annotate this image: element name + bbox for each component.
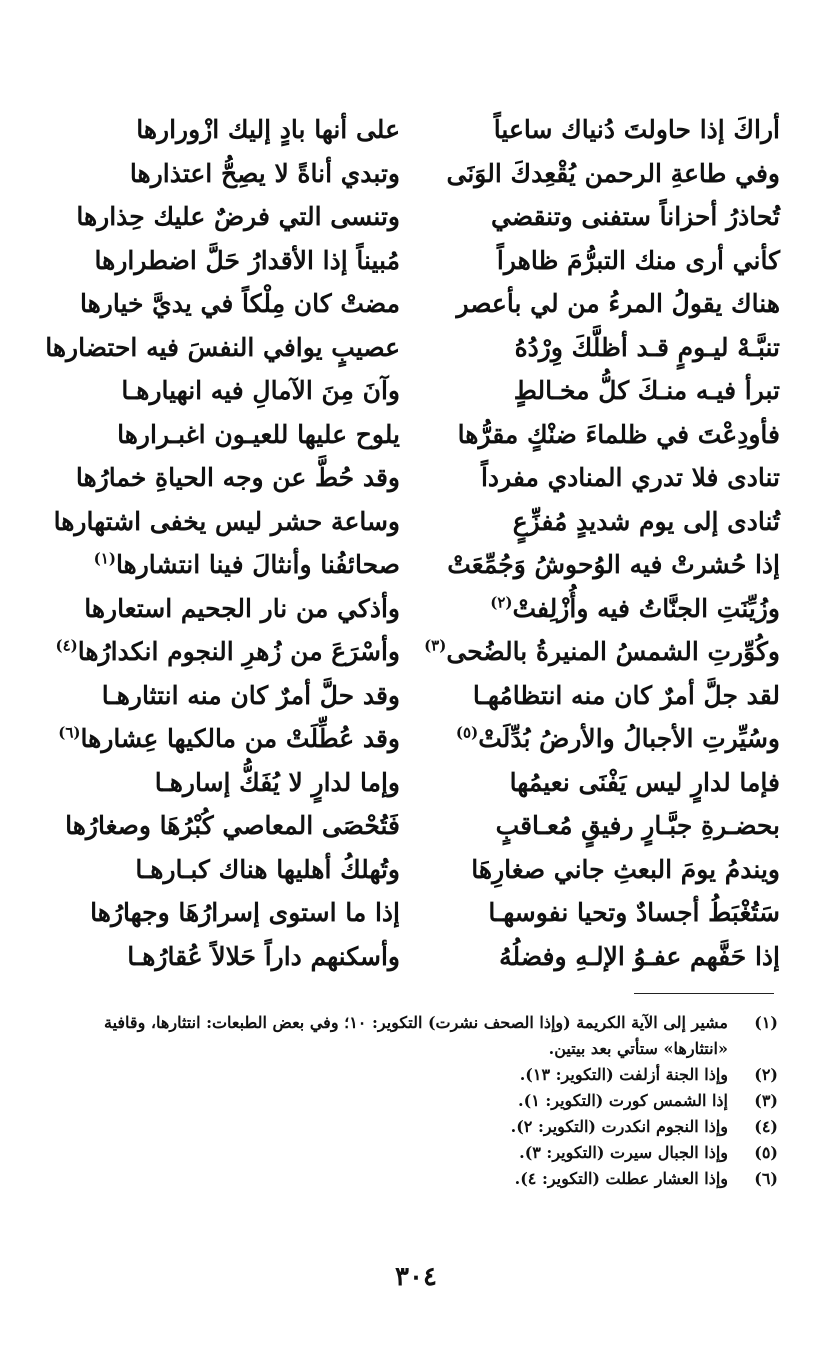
verse-6-second-hemistich <box>40 326 400 370</box>
verse-12-first-hemistich <box>425 587 780 631</box>
verse-5 <box>40 282 780 326</box>
verse-5-second-text: مضتْ كان مِلْكاً في يديَّ خيارها <box>79 289 400 318</box>
verse-18-second-hemistich <box>40 848 400 892</box>
footnote-6-text: وإذا العشار عطلت (التكوير: ٤). <box>514 1169 728 1188</box>
verse-4-first-text: كأني أرى منك التبرُّمَ ظاهراً <box>496 245 780 275</box>
verse-20-second-text: وأسكنهم داراً حَلالاً عُقارُهـا <box>127 941 400 971</box>
verse-4 <box>40 239 780 283</box>
verse-3 <box>40 195 780 239</box>
footnote-4 <box>38 1114 778 1140</box>
verse-19-second-hemistich <box>40 891 400 935</box>
verse-7 <box>40 369 780 413</box>
verse-8-first-text: فأودِعْتَ في ظلماءَ ضنْكٍ مقرُّها <box>457 419 780 449</box>
verse-11-second-text: صحائفُنا وأنثالَ فينا انتشارها <box>115 550 400 579</box>
footnote-5-text: وإذا الجبال سيرت (التكوير: ٣). <box>519 1143 728 1162</box>
verse-2-first-hemistich <box>425 152 780 196</box>
verse-1-second-hemistich <box>40 108 400 152</box>
footnote-3 <box>38 1088 778 1114</box>
verse-14-first-text: لقد جلَّ أمرٌ كان منه انتظامُهـا <box>472 680 780 710</box>
verse-7-first-text: تبرأ فيـه منـكَ كلُّ مخـالطٍ <box>513 376 780 405</box>
footnote-5 <box>38 1140 778 1166</box>
verse-14-second-hemistich <box>40 674 400 718</box>
verse-4-first-hemistich <box>425 239 780 283</box>
footnote-4-text: وإذا النجوم انكدرت (التكوير: ٢). <box>510 1117 728 1136</box>
page-number: ٣٠٤ <box>395 1262 437 1292</box>
verse-6 <box>40 326 780 370</box>
verse-3-first-hemistich <box>425 195 780 239</box>
verse-17-second-hemistich <box>40 804 400 848</box>
verse-20 <box>40 935 780 979</box>
verse-15-first-hemistich <box>425 717 780 761</box>
footnote-3-text: إذا الشمس كورت (التكوير: ١). <box>518 1091 728 1110</box>
verse-1-first-hemistich <box>425 108 780 152</box>
verse-18 <box>40 848 780 892</box>
verse-2 <box>40 152 780 196</box>
verse-9-first-hemistich <box>425 456 780 500</box>
footnote-mark-6[interactable]: (٦) <box>58 723 81 742</box>
verse-5-first-hemistich <box>425 282 780 326</box>
verse-9-second-text: وقد حُطَّ عن وجه الحياةِ خمارُها <box>75 463 400 492</box>
verse-19-first-text: سَتُغْبَطُ أجسادٌ وتحيا نفوسهـا <box>488 898 780 927</box>
verse-20-first-hemistich <box>425 935 780 979</box>
verse-16-second-text: وإما لدارٍ لا يُفَكُّ إسارهـا <box>154 767 400 797</box>
footnote-divider <box>634 993 774 994</box>
verse-11-first-hemistich <box>425 543 780 587</box>
verse-3-second-hemistich <box>40 195 400 239</box>
verse-10-second-text: وساعة حشر ليس يخفى اشتهارها <box>53 506 400 536</box>
verse-11-second-hemistich <box>40 543 400 587</box>
verse-1-second-text: على أنها بادٍ إليك ازْورارها <box>136 115 400 144</box>
verse-17 <box>40 804 780 848</box>
verse-1 <box>40 108 780 152</box>
verse-14-first-hemistich <box>425 674 780 718</box>
verse-16-first-hemistich <box>425 761 780 805</box>
verse-18-first-text: ويندمُ يومَ البعثِ جاني صغارِهَا <box>471 854 780 884</box>
verse-1-first-text: أراكَ إذا حاولتَ دُنياك ساعياً <box>493 115 780 144</box>
verse-2-first-text: وفي طاعةِ الرحمن يُقْعِدكَ الوَنَى <box>446 158 780 188</box>
poem <box>40 108 780 980</box>
verse-9-first-text: تنادى فلا تدري المنادي مفرداً <box>480 463 780 492</box>
verse-19-second-text: إذا ما استوى إسرارُهَا وجهارُها <box>90 898 400 927</box>
verse-16-second-hemistich <box>40 761 400 805</box>
footnote-mark-5[interactable]: (٥) <box>455 723 479 742</box>
footnote-5-number: (٥) <box>754 1143 778 1162</box>
verse-13-second-hemistich <box>40 630 400 674</box>
verse-12 <box>40 587 780 631</box>
verse-14-second-text: وقد حلَّ أمرٌ كان منه انتثارهـا <box>101 680 400 710</box>
footnote-2-number: (٢) <box>754 1065 778 1084</box>
footnote-1 <box>38 1010 778 1062</box>
verse-2-second-text: وتبدي أناةً لا يصِحُّ اعتذارها <box>129 158 400 188</box>
verse-20-second-hemistich <box>40 935 400 979</box>
verse-19 <box>40 891 780 935</box>
verse-13-second-text: وأسْرَعَ من زُهرِ النجوم انكدارُها <box>77 637 400 666</box>
verse-15 <box>40 717 780 761</box>
verse-19-first-hemistich <box>425 891 780 935</box>
footnote-2 <box>38 1062 778 1088</box>
verse-5-second-hemistich <box>40 282 400 326</box>
footnote-mark-4[interactable]: (٤) <box>55 636 78 655</box>
footnote-6-number: (٦) <box>754 1169 778 1188</box>
verse-8-second-hemistich <box>40 413 400 457</box>
verse-18-second-text: وتُهلكُ أهليها هناك كبـارهـا <box>135 854 400 884</box>
verse-4-second-hemistich <box>40 239 400 283</box>
footnote-1-text: مشير إلى الآية الكريمة (وإذا الصحف نشرت) التكوير: ١٠؛ وفي بعض الطبعات: انتثارها، وقافية «انتثارها» ستأتي بعد بيتين. <box>104 1013 728 1058</box>
verse-2-second-hemistich <box>40 152 400 196</box>
footnote-1-number: (١) <box>754 1013 778 1032</box>
verse-13-first-hemistich <box>425 630 780 674</box>
verse-3-second-text: وتنسى التي فرضٌ عليك حِذارها <box>76 202 400 231</box>
verse-10-first-hemistich <box>425 500 780 544</box>
verse-11 <box>40 543 780 587</box>
verse-6-first-hemistich <box>425 326 780 370</box>
footnote-4-number: (٤) <box>754 1117 778 1136</box>
verse-7-second-hemistich <box>40 369 400 413</box>
verse-12-first-text: وزُيِّنَتِ الجنَّاتُ فيه وأُزْلِفتْ <box>512 593 780 623</box>
verse-10-second-hemistich <box>40 500 400 544</box>
verse-15-second-hemistich <box>40 717 400 761</box>
verse-10-first-text: تُنادى إلى يوم شديدٍ مُفزِّعٍ <box>512 506 780 536</box>
verse-17-second-text: فَتُحْصَى المعاصي كُبْرُهَا وصغارُها <box>65 811 400 840</box>
verse-5-first-text: هناك يقولُ المرءُ من لي بأعصر <box>456 289 780 318</box>
verse-11-first-text: إذا حُشرتْ فيه الوُحوشُ وَجُمِّعَتْ <box>447 550 780 579</box>
verse-18-first-hemistich <box>425 848 780 892</box>
verse-7-second-text: وآنَ مِنَ الآمالِ فيه انهيارهـا <box>121 376 400 405</box>
footnotes <box>38 1010 778 1192</box>
verse-17-first-text: بحضـرةِ جبَّـارٍ رفيقٍ مُعـاقبٍ <box>495 811 780 840</box>
verse-3-first-text: تُحاذرُ أحزاناً ستفنى وتنقضي <box>490 202 780 231</box>
verse-8-second-text: يلوح عليها للعيـون اغبـرارها <box>117 419 400 449</box>
verse-9-second-hemistich <box>40 456 400 500</box>
verse-16 <box>40 761 780 805</box>
verse-7-first-hemistich <box>425 369 780 413</box>
verse-15-second-text: وقد عُطِّلَتْ من مالكيها عِشارها <box>80 724 400 753</box>
verse-14 <box>40 674 780 718</box>
verse-12-second-hemistich <box>40 587 400 631</box>
verse-13 <box>40 630 780 674</box>
verse-12-second-text: وأذكي من نار الجحيم استعارها <box>84 593 400 623</box>
verse-6-first-text: تنبَّـهْ ليـومٍ قـد أظلَّكَ وِرْدُهُ <box>514 332 780 362</box>
footnote-mark-2[interactable]: (٢) <box>490 593 513 612</box>
verse-17-first-hemistich <box>425 804 780 848</box>
verse-9 <box>40 456 780 500</box>
verse-10 <box>40 500 780 544</box>
verse-15-first-text: وسُيِّرتِ الأجبالُ والأرضُ بُدِّلَتْ <box>478 724 780 753</box>
footnote-3-number: (٣) <box>754 1091 778 1110</box>
footnote-mark-3[interactable]: (٣) <box>424 636 447 655</box>
footnote-6 <box>38 1166 778 1192</box>
footnote-mark-1[interactable]: (١) <box>93 549 116 568</box>
verse-16-first-text: فإما لدارٍ ليس يَفْنَى نعيمُها <box>509 767 780 797</box>
verse-20-first-text: إذا حَفَّهم عفـوُ الإلـهِ وفضلُهُ <box>499 941 780 971</box>
verse-6-second-text: عصيبٍ يوافي النفسَ فيه احتضارها <box>45 332 400 362</box>
verse-8 <box>40 413 780 457</box>
verse-8-first-hemistich <box>425 413 780 457</box>
verse-4-second-text: مُبيناً إذا الأقدارُ حَلَّ اضطرارها <box>94 245 400 275</box>
footnote-2-text: وإذا الجنة أزلفت (التكوير: ١٣). <box>519 1065 728 1084</box>
verse-13-first-text: وكُوِّرتِ الشمسُ المنيرةُ بالضُحى <box>446 637 780 666</box>
